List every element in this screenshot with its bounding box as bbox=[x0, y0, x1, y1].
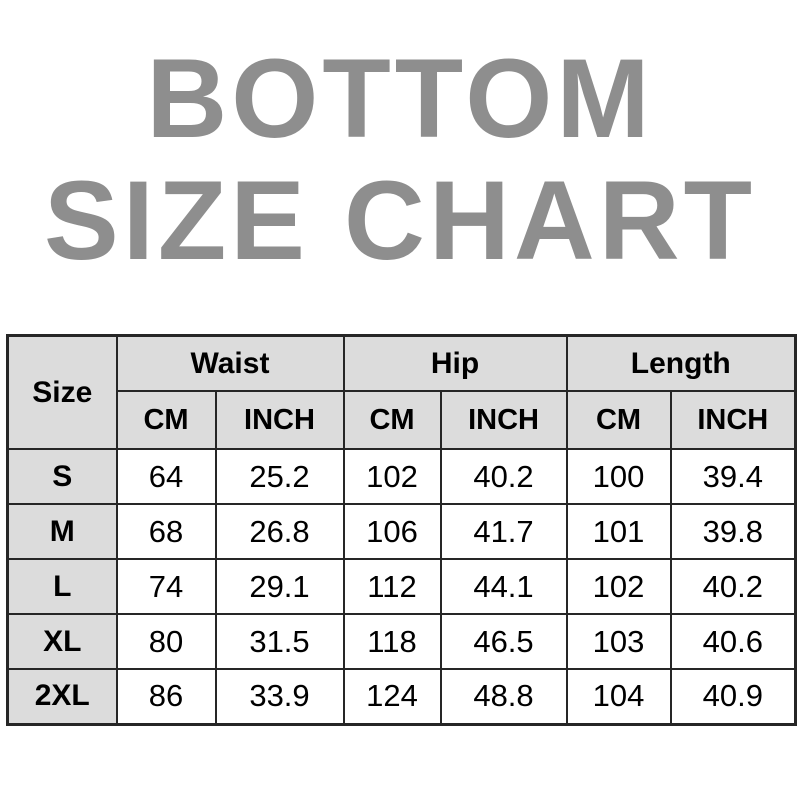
table-row-xl bbox=[8, 614, 796, 669]
value-cell-hip-cm: 102 bbox=[344, 449, 441, 504]
unit-header-hip-cm: CM bbox=[344, 391, 441, 449]
value-cell-waist-inch: 31.5 bbox=[216, 614, 344, 669]
size-chart-table bbox=[6, 334, 797, 726]
table-row-m bbox=[8, 504, 796, 559]
value-cell-waist-inch: 29.1 bbox=[216, 559, 344, 614]
value-cell-hip-cm: 124 bbox=[344, 669, 441, 724]
table-row-l bbox=[8, 559, 796, 614]
value-cell-waist-cm: 64 bbox=[117, 449, 216, 504]
value-cell-hip-inch: 44.1 bbox=[441, 559, 567, 614]
value-cell-length-cm: 104 bbox=[567, 669, 671, 724]
value-cell-length-cm: 103 bbox=[567, 614, 671, 669]
size-label: 2XL bbox=[8, 669, 117, 724]
value-cell-length-cm: 102 bbox=[567, 559, 671, 614]
value-cell-hip-inch: 46.5 bbox=[441, 614, 567, 669]
unit-header-waist-inch: INCH bbox=[216, 391, 344, 449]
title-line-2: SIZE CHART bbox=[44, 158, 756, 283]
value-cell-length-inch: 40.2 bbox=[671, 559, 796, 614]
value-cell-waist-cm: 80 bbox=[117, 614, 216, 669]
table-row-s bbox=[8, 449, 796, 504]
size-column-header: Size bbox=[8, 336, 117, 450]
unit-header-waist-cm: CM bbox=[117, 391, 216, 449]
group-header-waist: Waist bbox=[117, 336, 344, 392]
value-cell-length-inch: 39.4 bbox=[671, 449, 796, 504]
size-label: M bbox=[8, 504, 117, 559]
value-cell-length-inch: 39.8 bbox=[671, 504, 796, 559]
value-cell-hip-cm: 112 bbox=[344, 559, 441, 614]
value-cell-waist-cm: 86 bbox=[117, 669, 216, 724]
unit-header-hip-inch: INCH bbox=[441, 391, 567, 449]
value-cell-waist-inch: 33.9 bbox=[216, 669, 344, 724]
value-cell-hip-inch: 48.8 bbox=[441, 669, 567, 724]
unit-header-length-inch: INCH bbox=[671, 391, 796, 449]
value-cell-waist-cm: 68 bbox=[117, 504, 216, 559]
unit-header-length-cm: CM bbox=[567, 391, 671, 449]
value-cell-length-inch: 40.6 bbox=[671, 614, 796, 669]
group-header-hip: Hip bbox=[344, 336, 567, 392]
table-row-2xl bbox=[8, 669, 796, 724]
title-line-1: BOTTOM bbox=[146, 36, 654, 161]
value-cell-waist-inch: 25.2 bbox=[216, 449, 344, 504]
value-cell-hip-cm: 106 bbox=[344, 504, 441, 559]
value-cell-length-cm: 100 bbox=[567, 449, 671, 504]
value-cell-hip-cm: 118 bbox=[344, 614, 441, 669]
size-label: XL bbox=[8, 614, 117, 669]
size-label: L bbox=[8, 559, 117, 614]
value-cell-hip-inch: 40.2 bbox=[441, 449, 567, 504]
value-cell-length-cm: 101 bbox=[567, 504, 671, 559]
page-title bbox=[0, 38, 800, 282]
value-cell-waist-inch: 26.8 bbox=[216, 504, 344, 559]
value-cell-length-inch: 40.9 bbox=[671, 669, 796, 724]
group-header-length: Length bbox=[567, 336, 796, 392]
value-cell-hip-inch: 41.7 bbox=[441, 504, 567, 559]
value-cell-waist-cm: 74 bbox=[117, 559, 216, 614]
size-label: S bbox=[8, 449, 117, 504]
